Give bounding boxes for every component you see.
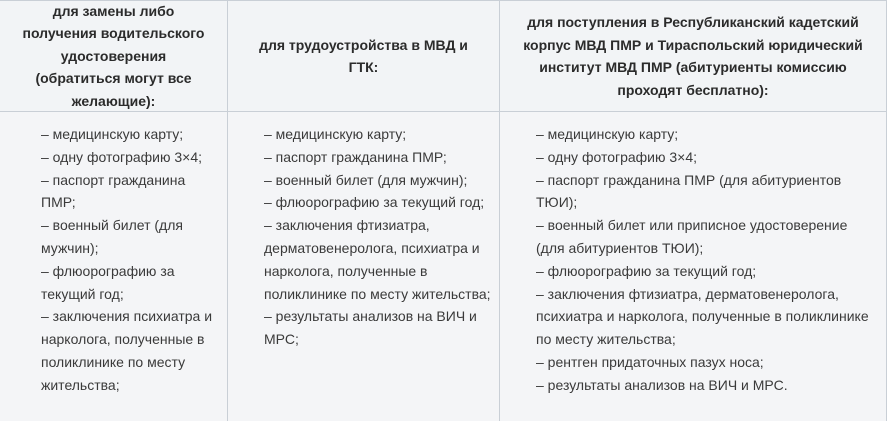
list-item: – заключения фтизиатра, дерматовенеролога, психиатра и нарколога, полученные в поликлинике по месту жительства;	[536, 285, 869, 348]
column-body-employment	[227, 112, 500, 421]
list-item: – заключения психиатра и нарколога, полученные в поликлинике по месту жительства;	[41, 308, 213, 393]
list-item: – медицинскую карту;	[264, 126, 407, 142]
list-item: – флюорографию за текущий год;	[41, 262, 175, 302]
list-item: – результаты анализов на ВИЧ и МРС.	[536, 376, 788, 393]
list-item: – военный билет (для мужчин);	[264, 171, 468, 188]
column-body-license	[0, 112, 228, 421]
list-item: – заключения фтизиатра, дерматовенеролога, психиатра и нарколога, полученные в поликлинике по месту жительства;	[264, 217, 491, 302]
column-header-license	[0, 1, 228, 112]
list-item: – паспорт гражданина ПМР;	[264, 148, 447, 165]
list-item: – одну фотографию 3×4;	[41, 148, 203, 165]
list-item: – рентген придаточных пазух носа;	[536, 353, 764, 370]
list-item: – паспорт гражданина ПМР;	[41, 171, 186, 211]
header-text-license: для замены либо получения водительского удостоверения (обратиться могут все желающие):	[22, 2, 205, 109]
list-item: – одну фотографию 3×4;	[536, 148, 698, 165]
list-item: – военный билет или приписное удостоверение (для абитуриентов ТЮИ);	[536, 217, 848, 256]
list-item: – военный билет (для мужчин);	[41, 217, 183, 256]
column-body-admission	[499, 112, 887, 421]
list-item: – флюорографию за текущий год;	[536, 262, 757, 279]
list-item: – паспорт гражданина ПМР (для абитуриентов ТЮИ);	[536, 171, 842, 211]
list-item: – медицинскую карту;	[41, 126, 184, 142]
list-item: – флюорографию за текущий год;	[264, 194, 485, 211]
list-item: – медицинскую карту;	[536, 126, 679, 142]
column-header-employment	[227, 1, 500, 112]
column-header-admission	[499, 1, 887, 112]
list-item: – результаты анализов на ВИЧ и МРС;	[264, 308, 477, 348]
header-text-admission: для поступления в Республиканский кадетский корпус МВД ПМР и Тираспольский юридический институт МВД ПМР (абитуриенты комиссию проходят бесплатно):	[523, 14, 863, 98]
header-text-employment: для трудоустройства в МВД и ГТК:	[259, 36, 468, 75]
